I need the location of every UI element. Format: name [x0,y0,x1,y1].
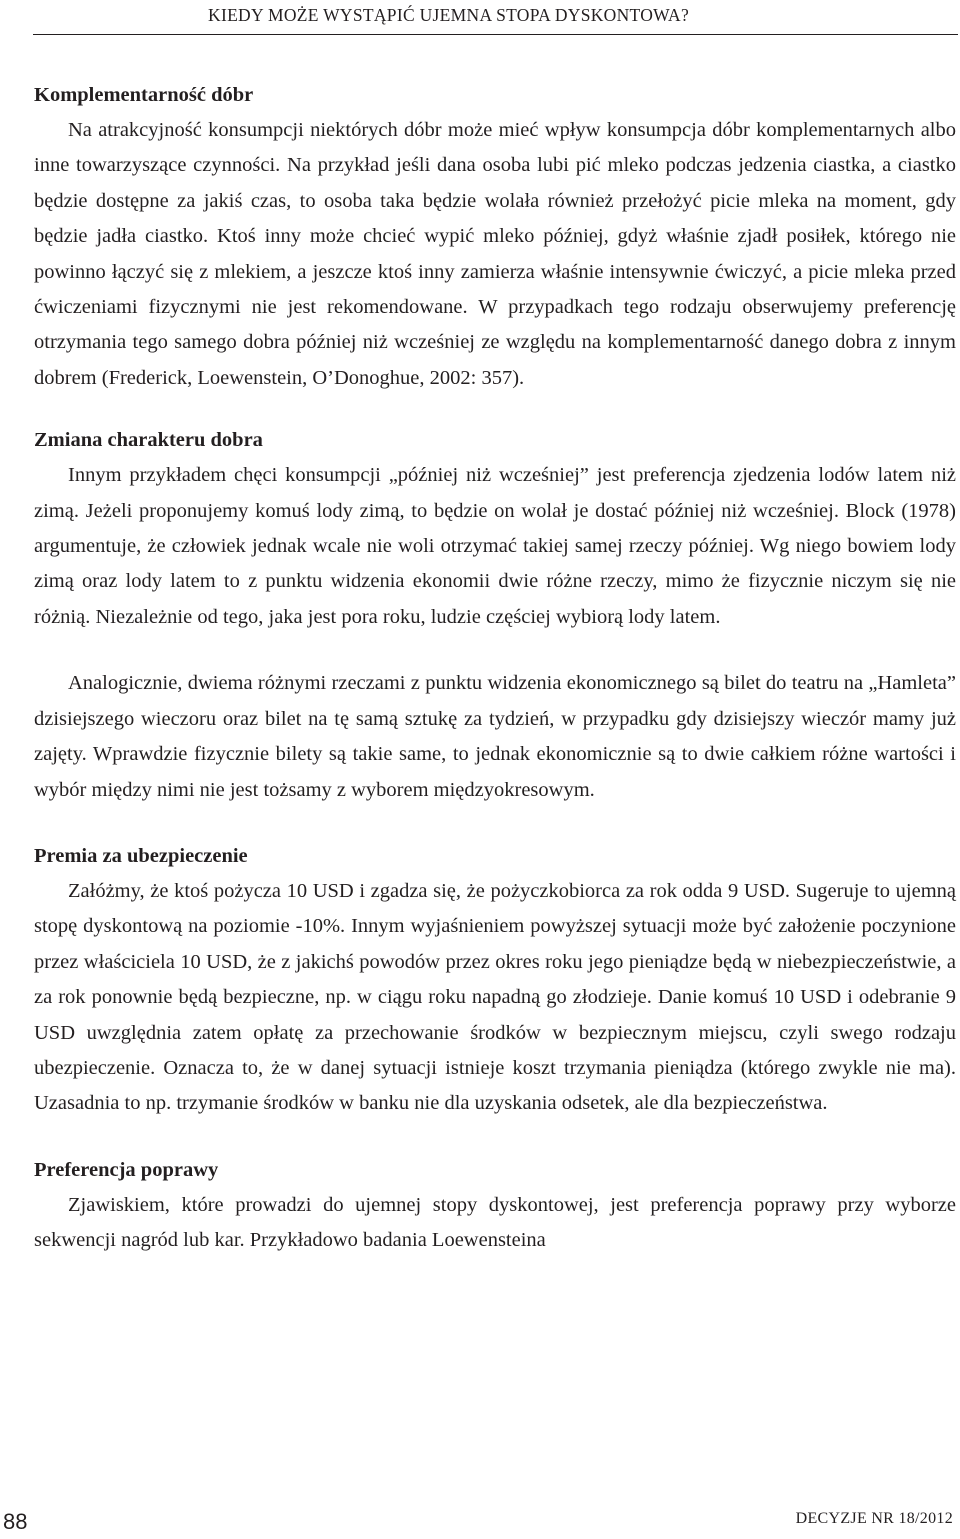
paragraph: Załóżmy, że ktoś pożycza 10 USD i zgadza się, że pożyczkobiorca za rok odda 9 USD. Sugeruje to ujemną stopę dyskontową na poziomie -10%. Innym wyjaśnieniem powyższej sytuacji może być założenie poczynione przez właściciela 10 USD, że z jakichś powodów przez okres roku jego pieniądze będą w niebezpieczeństwie, a za rok ponownie będą bezpieczne, np. w ciągu roku napadną go złodzieje. Danie komuś 10 USD i odebranie 9 USD uwzględnia zatem opłatę za przechowanie środków w bezpiecznym miejscu, czyli swego rodzaju ubezpieczenie. Oznacza to, że w danej sytuacji istnieje koszt trzymania pieniądza (którego zwykle nie ma). Uzasadnia to np. trzymanie środków w banku nie dla uzyskania odsetek, ale dla bezpieczeństwa. [34,879,956,1115]
paragraph: Innym przykładem chęci konsumpcji „później niż wcześniej” jest preferencja zjedzenia lodów latem niż zimą. Jeżeli proponujemy komuś lody zimą, to będzie on wolał je dostać później niż wcześniej. Block (1978) argumentuje, że człowiek jednak wcale nie woli otrzymać takiej samej rzeczy później. Wg niego bowiem lody zimą oraz lody latem to z punktu widzenia ekonomii dwie różne rzeczy, mimo że fizycznie niczym się nie różnią. Niezależnie od tego, jaka jest pora roku, ludzie częściej wybiorą lody latem. [34,464,956,628]
journal-name: DECYZJE NR 18/2012 [795,1510,953,1527]
section-heading: Zmiana charakteru dobra [34,429,263,452]
paragraph: Na atrakcyjność konsumpcji niektórych dóbr może mieć wpływ konsumpcja dóbr komplementarnych albo inne towarzyszące czynności. Na przykład jeśli dana osoba lubi pić mleko podczas jedzenia ciastka, a ciastko będzie dostępne za jakiś czas, to osoba taka będzie wolała również przełożyć picie mleka na moment, gdy będzie jadła ciastko. Ktoś inny może chcieć wypić mleko później, gdyż właśnie zjadł posiłek, którego nie powinno łączyć się z mlekiem, a jeszcze ktoś inny zamierza właśnie intensywnie ćwiczyć, a picie mleka przed ćwiczeniami fizycznymi nie jest rekomendowane. W przypadkach tego rodzaju obserwujemy preferencję otrzymania tego samego dobra później niż wcześniej ze względu na komplementarność danego dobra z innym dobrem (Frederick, Loewenstein, O’Donoghue, 2002: 357). [34,119,956,389]
running-header: KIEDY MOŻE WYSTĄPIĆ UJEMNA STOPA DYSKONTOWA? [208,5,690,25]
section-heading: Komplementarność dóbr [34,84,254,106]
section-heading: Preferencja poprawy [34,1158,219,1181]
header-rule [33,34,958,35]
section-zmiana-charakteru [34,423,956,808]
section-premia-za-ubezpieczenie [34,839,956,1122]
paragraph: Analogicznie, dwiema różnymi rzeczami z punktu widzenia ekonomicznego są bilet do teatru na „Hamleta” dzisiejszego wieczoru oraz bilet na tę samą sztukę za tydzień, w przypadku gdy dzisiejszy wieczór mamy już zajęty. Wprawdzie fizycznie bilety są takie same, to jednak ekonomicznie są to dwie całkiem różne wartości i wybór między nimi nie jest tożsamy z wyborem międzyokresowym. [34,672,956,801]
section-preferencja-poprawy [34,1153,956,1259]
page-number: 88 [3,1509,28,1534]
paragraph: Zjawiskiem, które prowadzi do ujemnej stopy dyskontowej, jest preferencja poprawy przy wyborze sekwencji nagród lub kar. Przykładowo badania Loewensteina [34,1193,956,1252]
section-komplementarnosc [34,78,956,396]
section-heading: Premia za ubezpieczenie [34,844,248,867]
page-body [34,78,956,1290]
